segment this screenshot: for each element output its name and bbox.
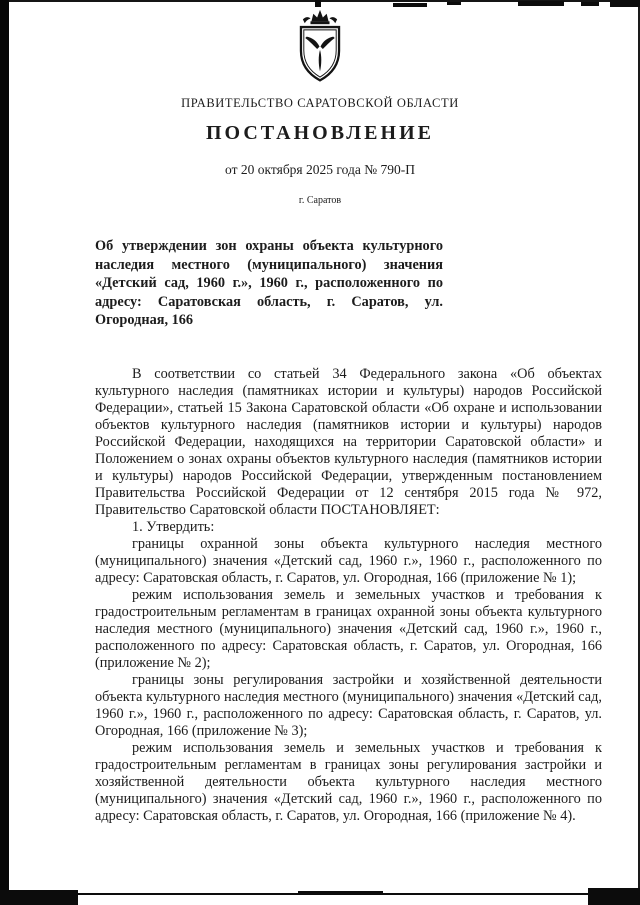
body-paragraph: В соответствии со статьей 34 Федерального закона «Об объектах культурного наследия (памятниках истории и культуры) народов Российской Федерации», статьей 15 Закона Саратовской области «Об охране и использовании объектов культурного наследия (памятников истории и культуры) народов Российской Федерации, находящихся на территории Саратовской области» и Положением о зонах охраны объектов культурного наследия (памятников истории и культуры) народов Российской Федерации, утвержденным постановлением Правительства Российской Федерации от 12 сентября 2015 года № 972, Правительство Саратовской области ПОСТАНОВЛЯЕТ:	[95, 366, 602, 518]
document-type-title: ПОСТАНОВЛЕНИЕ	[206, 122, 434, 144]
coat-of-arms-icon	[293, 8, 347, 88]
document-body	[95, 366, 602, 825]
document-subject-title: Об утверждении зон охраны объекта культурного наследия местного (муниципального) значения «Детский сад, 1960 г.», 1960 г., расположенного по адресу: Саратовская область, г. Саратов, ул. Огородная, 166	[95, 238, 443, 329]
scan-mark	[447, 2, 461, 5]
body-paragraph: режим использования земель и земельных участков и требования к градостроительным регламентам в границах охранной зоны объекта культурного наследия местного (муниципального) значения «Детский сад, 1960 г.», 1960 г., расположенного по адресу: Саратовская область, г. Саратов, ул. Огородная, 166 (приложение № 2);	[95, 587, 602, 671]
date-and-number-line: от 20 октября 2025 года № 790-П	[225, 162, 415, 177]
scan-mark	[581, 2, 599, 6]
scan-mark	[393, 3, 427, 7]
scan-mark	[315, 0, 321, 7]
scan-mark	[518, 1, 564, 6]
organization-name: ПРАВИТЕЛЬСТВО САРАТОВСКОЙ ОБЛАСТИ	[181, 96, 459, 110]
body-paragraph: границы охранной зоны объекта культурного наследия местного (муниципального) значения «Детский сад, 1960 г.», 1960 г., расположенного по адресу: Саратовская область, г. Саратов, ул. Огородная, 166 (приложение № 1);	[95, 536, 602, 586]
body-paragraph: 1. Утвердить:	[132, 519, 215, 535]
city-line: г. Саратов	[298, 195, 342, 206]
scan-mark	[298, 891, 383, 895]
body-paragraph: режим использования земель и земельных участков и требования к градостроительным регламентам в границах зоны регулирования застройки и хозяйственной деятельности объекта культурного наследия местного (муниципального) значения «Детский сад, 1960 г.», 1960 г., расположенного по адресу: Саратовская область, г. Саратов, ул. Огородная, 166 (приложение № 4).	[95, 740, 602, 824]
body-paragraph: границы зоны регулирования застройки и хозяйственной деятельности объекта культурного наследия местного (муниципального) значения «Детский сад, 1960 г.», 1960 г., расположенного по адресу: Саратовская область, г. Саратов, ул. Огородная, 166 (приложение № 3);	[95, 672, 602, 739]
scan-mark	[0, 890, 78, 905]
scan-mark	[610, 0, 640, 7]
scan-mark	[588, 888, 640, 905]
